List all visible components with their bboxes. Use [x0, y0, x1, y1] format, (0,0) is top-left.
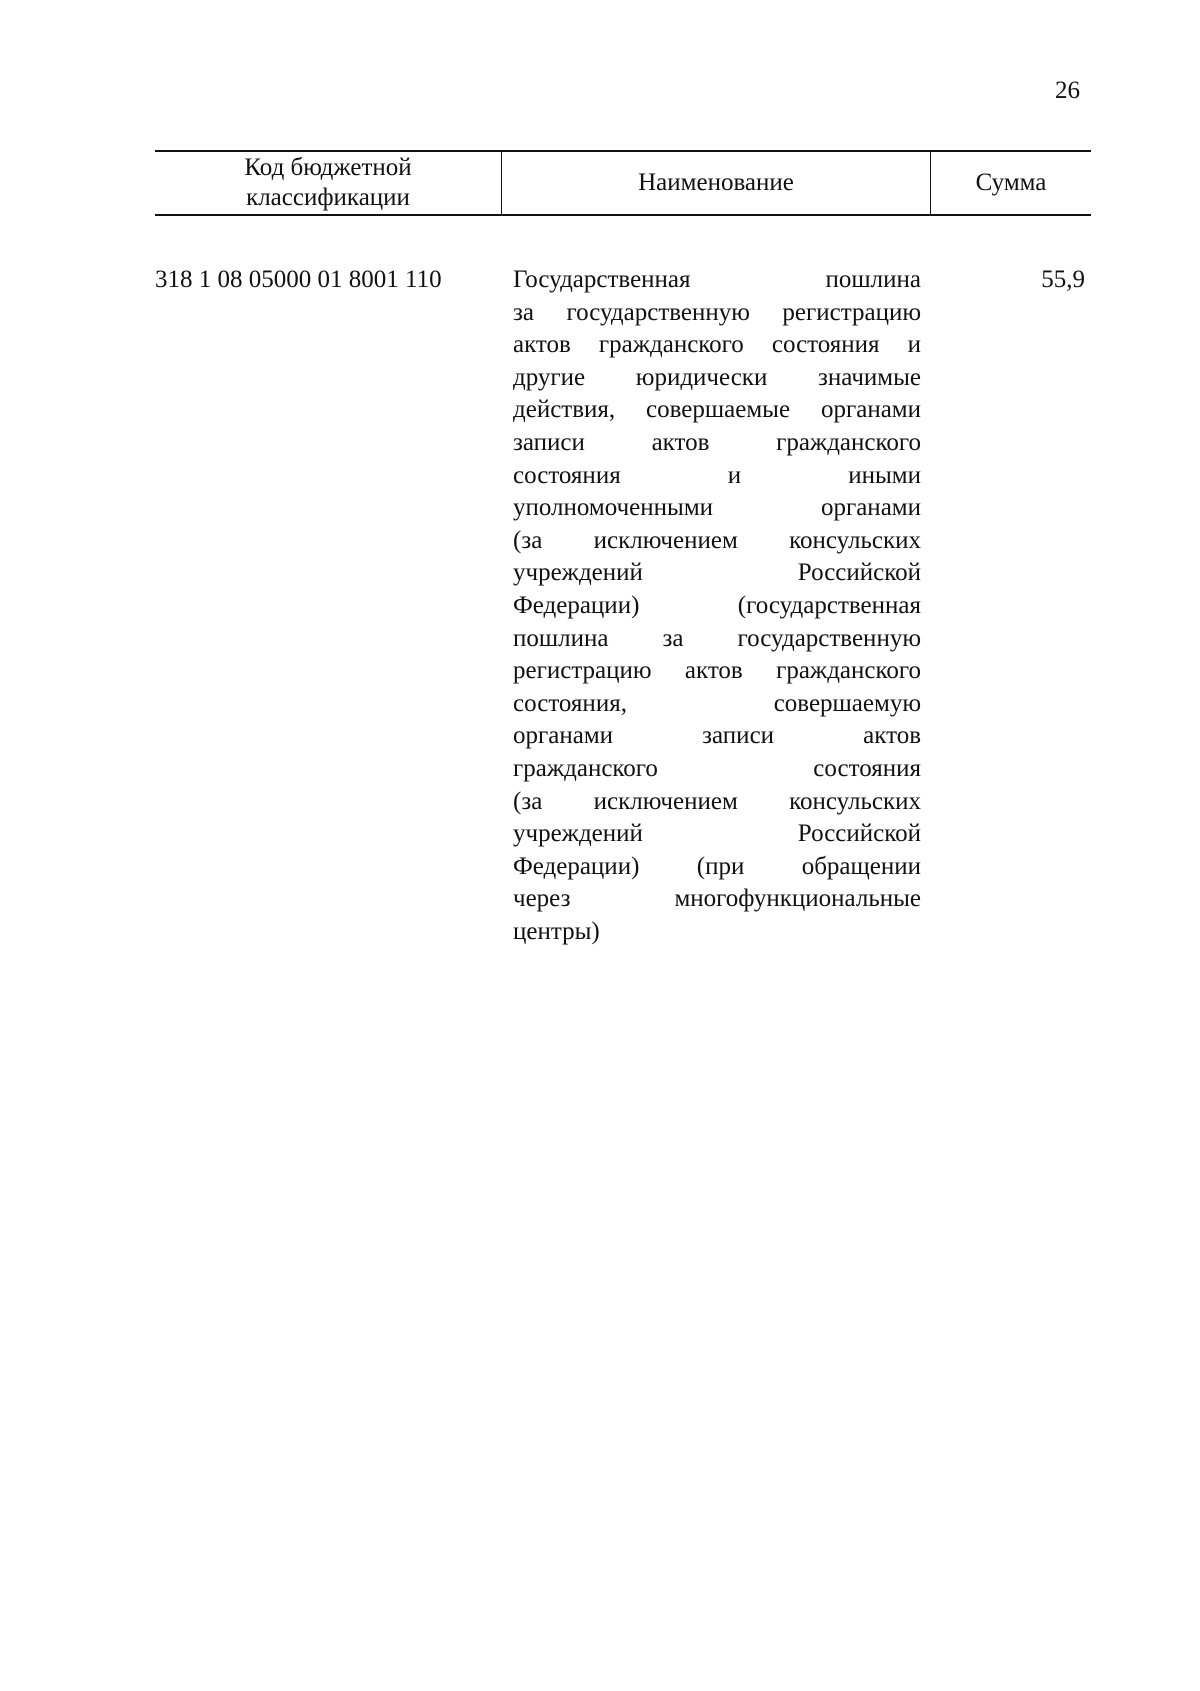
name-line: через многофункциональные — [513, 885, 921, 913]
header-code — [155, 152, 501, 214]
header-name: Наименование — [501, 152, 931, 214]
name-line: учреждений Российской — [513, 559, 921, 587]
name-line: регистрацию актов гражданского — [513, 657, 921, 685]
name-line: Государственная пошлина — [513, 266, 921, 293]
budget-code: 318 1 08 05000 01 8001 110 — [155, 266, 442, 293]
name-line: органами записи актов — [513, 722, 921, 750]
name-line: другие юридически значимые — [513, 363, 921, 391]
header-sum: Сумма — [975, 169, 1047, 196]
name-line: записи актов гражданского — [513, 428, 921, 456]
name-line: Федерации) (при обращении — [513, 852, 921, 880]
item-name — [513, 264, 921, 948]
name-line: (за исключением консульских — [513, 787, 921, 815]
name-line: центры) — [513, 917, 600, 945]
header-code-line2: классификации — [246, 184, 410, 211]
name-line: действия, совершаемые органами — [513, 396, 921, 424]
name-line: Федерации) (государственная — [513, 591, 921, 619]
header-code-line1: Код бюджетной — [244, 154, 412, 181]
name-line: актов гражданского состояния и — [513, 331, 921, 359]
name-line: состояния, совершаемую — [513, 689, 921, 717]
amount: 55,9 — [1041, 266, 1085, 293]
name-line: (за исключением консульских — [513, 526, 921, 554]
page-number: 26 — [1055, 77, 1080, 104]
name-line: за государственную регистрацию — [513, 298, 921, 326]
name-line: учреждений Российской — [513, 820, 921, 848]
name-line: гражданского состояния — [513, 754, 921, 782]
table-header — [155, 150, 1091, 216]
name-line: состояния и иными — [513, 461, 921, 489]
name-line: уполномоченными органами — [513, 494, 921, 522]
name-line: пошлина за государственную — [513, 624, 921, 652]
